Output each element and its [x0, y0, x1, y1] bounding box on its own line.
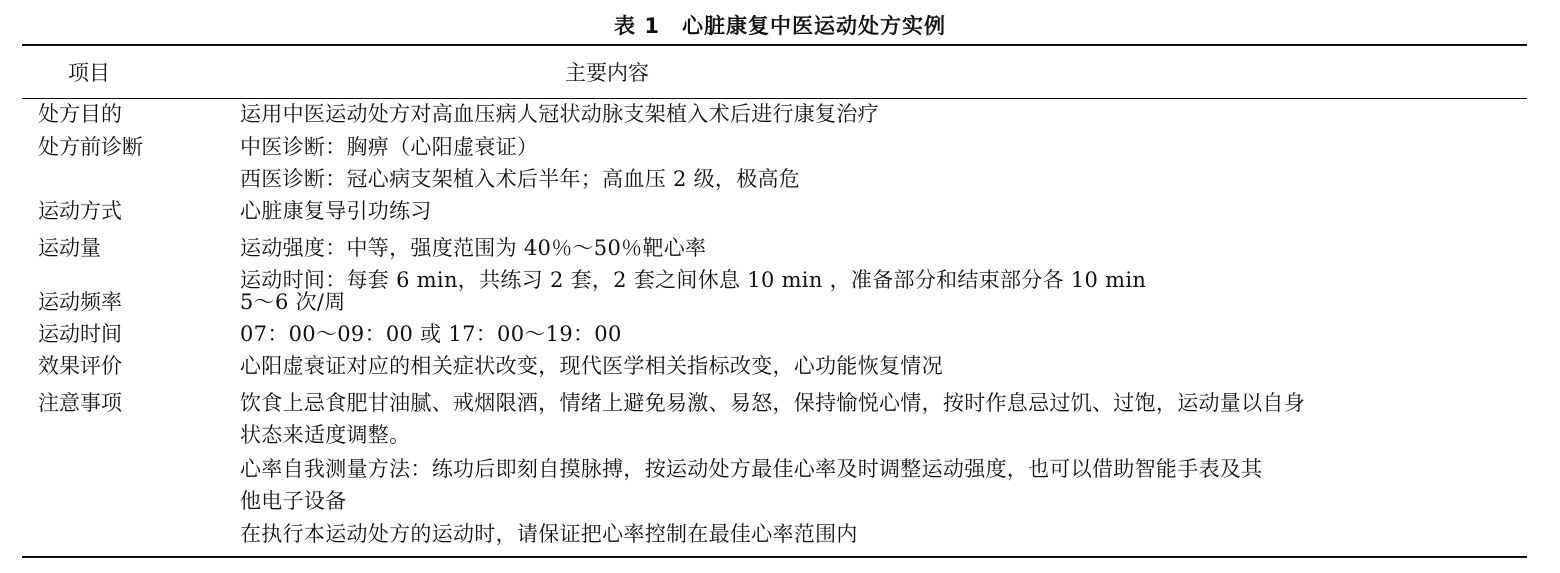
- row-label-diagnosis: 处方前诊断: [38, 135, 143, 159]
- row-label-exercise-amount: 运动量: [38, 236, 101, 260]
- header-content: 主要内容: [565, 61, 649, 85]
- row-content-intensity: 运动强度：中等，强度范围为 40％～50％靶心率: [240, 236, 707, 260]
- table-title: 表 1 心脏康复中医运动处方实例: [614, 14, 946, 38]
- row-content-heart-rate-cont: 他电子设备: [240, 489, 347, 513]
- row-content-exercise-mode: 心脏康复导引功练习: [240, 199, 432, 223]
- row-content-frequency: 5～6 次/周: [240, 290, 346, 314]
- row-content-diet-cont: 状态来适度调整。: [240, 423, 411, 447]
- row-label-exercise-mode: 运动方式: [38, 199, 122, 223]
- row-content-evaluation: 心阳虚衰证对应的相关症状改变，现代医学相关指标改变，心功能恢复情况: [240, 354, 943, 378]
- row-label-purpose: 处方目的: [38, 102, 122, 126]
- row-label-evaluation: 效果评价: [38, 354, 122, 378]
- row-label-exercise-time: 运动时间: [38, 322, 122, 346]
- header-item: 项目: [68, 61, 110, 85]
- row-content-tcm-diagnosis: 中医诊断：胸痹（心阳虚衰证）: [240, 135, 539, 159]
- row-content-heart-rate: 心率自我测量方法：练功后即刻自摸脉搏，按运动处方最佳心率及时调整运动强度，也可以借助智能手表及其: [240, 457, 1263, 481]
- row-content-purpose: 运用中医运动处方对高血压病人冠状动脉支架植入术后进行康复治疗: [240, 102, 879, 126]
- row-label-frequency: 运动频率: [38, 290, 122, 314]
- table-bottom-rule: [22, 556, 1527, 558]
- table-top-rule: [22, 44, 1527, 46]
- row-content-control: 在执行本运动处方的运动时，请保证把心率控制在最佳心率范围内: [240, 522, 858, 546]
- row-content-exercise-time: 07：00～09：00 或 17：00～19：00: [240, 322, 622, 346]
- row-content-western-diagnosis: 西医诊断：冠心病支架植入术后半年；高血压 2 级，极高危: [240, 167, 801, 191]
- row-content-diet: 饮食上忌食肥甘油腻、戒烟限酒，情绪上避免易激、易怒，保持愉悦心情，按时作息忌过饥、过饱，运动量以自身: [240, 391, 1305, 415]
- row-content-duration: 运动时间：每套 6 min，共练习 2 套，2 套之间休息 10 min ，准备部分和结束部分各 10 min: [240, 268, 1147, 292]
- table-header-rule: [22, 98, 1527, 99]
- row-label-precautions: 注意事项: [38, 391, 122, 415]
